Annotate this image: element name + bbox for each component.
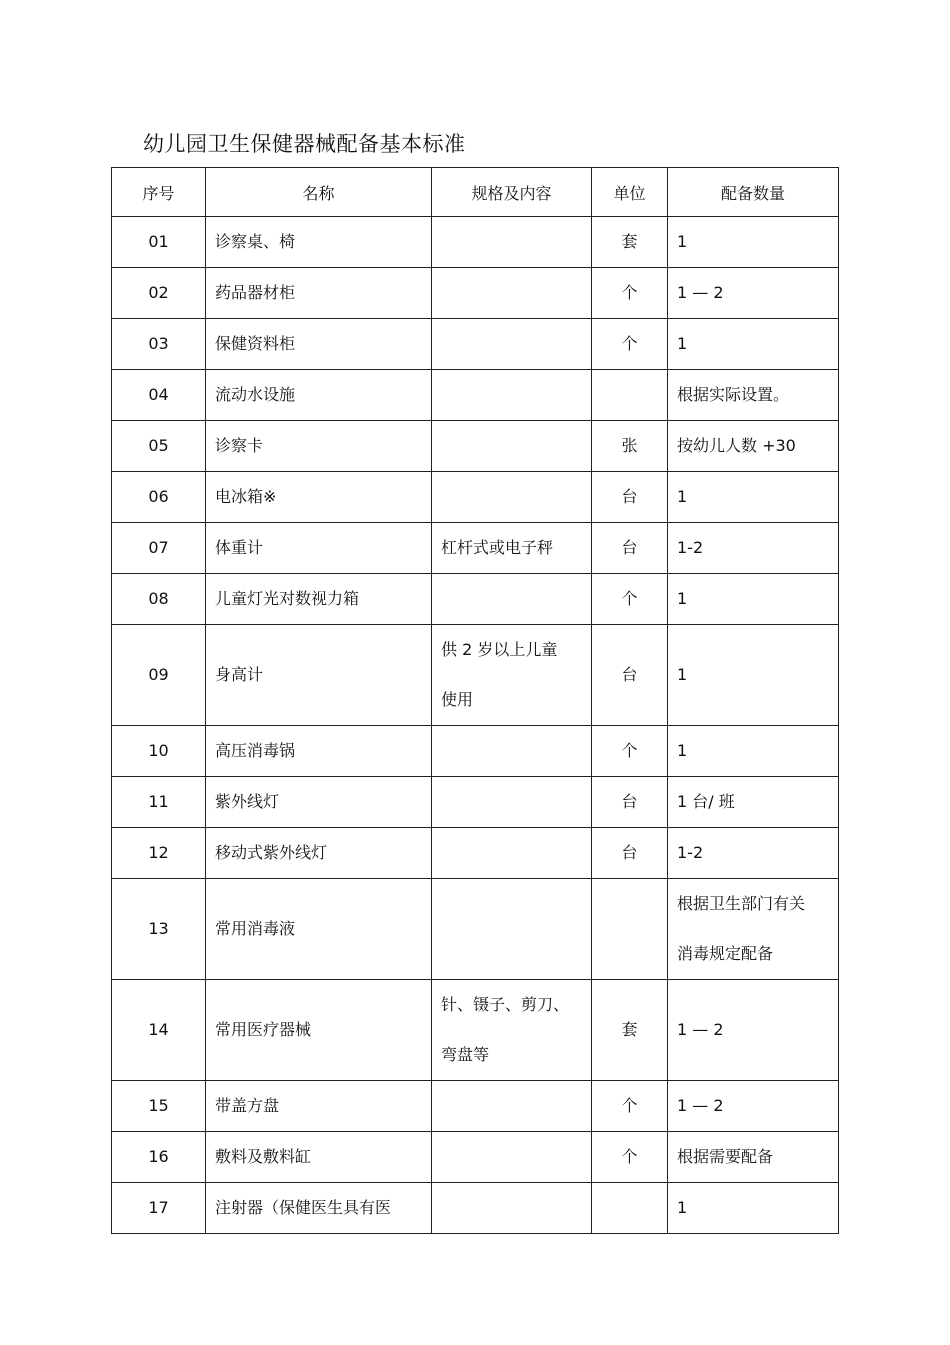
cell-name: 带盖方盘 (206, 1081, 432, 1132)
cell-name: 保健资料柜 (206, 319, 432, 370)
cell-unit: 套 (592, 217, 668, 268)
header-name: 名称 (206, 168, 432, 217)
cell-quantity (668, 319, 839, 370)
cell-spec (432, 828, 592, 879)
table-row (112, 268, 839, 319)
cell-spec (432, 1183, 592, 1234)
cell-unit: 台 (592, 472, 668, 523)
cell-name: 电冰箱※ (206, 472, 432, 523)
cell-quantity-line: 1 台/ 班 (677, 792, 735, 811)
header-unit: 单位 (592, 168, 668, 217)
cell-spec (432, 523, 592, 574)
cell-spec (432, 472, 592, 523)
cell-quantity-line: 1 — 2 (677, 1096, 724, 1115)
cell-unit: 个 (592, 726, 668, 777)
cell-name: 诊察卡 (206, 421, 432, 472)
table-row (112, 828, 839, 879)
cell-spec (432, 421, 592, 472)
cell-quantity-line: 1 (677, 741, 688, 760)
cell-no: 16 (112, 1132, 206, 1183)
table-row (112, 574, 839, 625)
cell-no: 01 (112, 217, 206, 268)
cell-name: 常用消毒液 (206, 879, 432, 980)
table-row (112, 472, 839, 523)
cell-spec (432, 726, 592, 777)
cell-no: 08 (112, 574, 206, 625)
cell-spec-line: 供 2 岁以上儿童 (441, 640, 558, 659)
cell-quantity-line: 1 (677, 334, 688, 353)
cell-no: 07 (112, 523, 206, 574)
cell-quantity-line: 1 (677, 232, 688, 251)
cell-unit: 个 (592, 1132, 668, 1183)
cell-no: 04 (112, 370, 206, 421)
cell-name: 移动式紫外线灯 (206, 828, 432, 879)
cell-spec (432, 217, 592, 268)
cell-unit: 台 (592, 523, 668, 574)
cell-unit: 个 (592, 268, 668, 319)
cell-spec (432, 370, 592, 421)
cell-unit: 张 (592, 421, 668, 472)
cell-quantity (668, 777, 839, 828)
cell-quantity-line: 1 — 2 (677, 283, 724, 302)
cell-spec-line: 杠杆式或电子秤 (441, 538, 554, 557)
cell-quantity-line: 根据实际设置。 (677, 385, 790, 404)
cell-spec (432, 574, 592, 625)
cell-quantity (668, 1183, 839, 1234)
cell-spec (432, 777, 592, 828)
cell-quantity (668, 726, 839, 777)
cell-spec (432, 1081, 592, 1132)
cell-spec (432, 268, 592, 319)
cell-quantity (668, 421, 839, 472)
cell-quantity (668, 217, 839, 268)
cell-quantity (668, 370, 839, 421)
cell-no: 03 (112, 319, 206, 370)
cell-name: 紫外线灯 (206, 777, 432, 828)
cell-no: 11 (112, 777, 206, 828)
cell-no: 13 (112, 879, 206, 980)
cell-name: 体重计 (206, 523, 432, 574)
cell-quantity (668, 1132, 839, 1183)
cell-name: 常用医疗器械 (206, 980, 432, 1081)
cell-name: 药品器材柜 (206, 268, 432, 319)
cell-name: 高压消毒锅 (206, 726, 432, 777)
cell-unit: 套 (592, 980, 668, 1081)
cell-quantity-line: 1-2 (677, 538, 704, 557)
cell-quantity (668, 574, 839, 625)
cell-no: 06 (112, 472, 206, 523)
table-row (112, 217, 839, 268)
cell-quantity-line: 根据需要配备 (677, 1147, 774, 1166)
table-row (112, 1081, 839, 1132)
cell-quantity (668, 268, 839, 319)
table-body (112, 217, 839, 1234)
cell-unit: 台 (592, 625, 668, 726)
cell-no: 14 (112, 980, 206, 1081)
cell-spec (432, 980, 592, 1081)
cell-spec (432, 319, 592, 370)
cell-no: 17 (112, 1183, 206, 1234)
cell-unit (592, 370, 668, 421)
cell-quantity-line: 1 (677, 665, 688, 684)
cell-spec (432, 625, 592, 726)
table-header-row (112, 168, 839, 217)
cell-quantity-line: 1 (677, 487, 688, 506)
page-title: 幼儿园卫生保健器械配备基本标准 (143, 132, 466, 156)
header-quantity: 配备数量 (668, 168, 839, 217)
cell-quantity-line: 按幼儿人数 +30 (677, 436, 796, 455)
cell-unit (592, 879, 668, 980)
cell-no: 10 (112, 726, 206, 777)
cell-spec-line: 针、镊子、剪刀、 (441, 995, 570, 1014)
table-row (112, 879, 839, 980)
cell-name: 身高计 (206, 625, 432, 726)
cell-name: 诊察桌、椅 (206, 217, 432, 268)
cell-quantity-line: 消毒规定配备 (677, 944, 774, 963)
cell-quantity-line: 1 (677, 589, 688, 608)
table-row (112, 726, 839, 777)
cell-quantity (668, 1081, 839, 1132)
cell-quantity (668, 472, 839, 523)
cell-name: 敷料及敷料缸 (206, 1132, 432, 1183)
equipment-table (111, 167, 839, 1234)
cell-quantity-line: 1 — 2 (677, 1020, 724, 1039)
cell-spec (432, 1132, 592, 1183)
header-no: 序号 (112, 168, 206, 217)
table-row (112, 370, 839, 421)
cell-unit: 台 (592, 828, 668, 879)
table-row (112, 1132, 839, 1183)
cell-quantity (668, 625, 839, 726)
cell-quantity-line: 1 (677, 1198, 688, 1217)
cell-quantity (668, 980, 839, 1081)
cell-quantity-line: 根据卫生部门有关 (677, 894, 806, 913)
cell-spec-line: 使用 (441, 690, 474, 709)
table-row (112, 523, 839, 574)
cell-no: 09 (112, 625, 206, 726)
cell-name: 儿童灯光对数视力箱 (206, 574, 432, 625)
cell-unit: 个 (592, 319, 668, 370)
cell-spec-line: 弯盘等 (441, 1045, 490, 1064)
table-row (112, 777, 839, 828)
cell-quantity (668, 523, 839, 574)
cell-quantity-line: 1-2 (677, 843, 704, 862)
cell-spec (432, 879, 592, 980)
cell-no: 15 (112, 1081, 206, 1132)
cell-no: 12 (112, 828, 206, 879)
cell-no: 02 (112, 268, 206, 319)
cell-quantity (668, 879, 839, 980)
cell-name: 注射器（保健医生具有医 (206, 1183, 432, 1234)
header-spec: 规格及内容 (432, 168, 592, 217)
table-row (112, 421, 839, 472)
cell-no: 05 (112, 421, 206, 472)
table-row (112, 980, 839, 1081)
cell-unit: 个 (592, 1081, 668, 1132)
cell-unit (592, 1183, 668, 1234)
cell-unit: 台 (592, 777, 668, 828)
cell-unit: 个 (592, 574, 668, 625)
cell-quantity (668, 828, 839, 879)
table-row (112, 319, 839, 370)
cell-name: 流动水设施 (206, 370, 432, 421)
table-row (112, 1183, 839, 1234)
table-row (112, 625, 839, 726)
